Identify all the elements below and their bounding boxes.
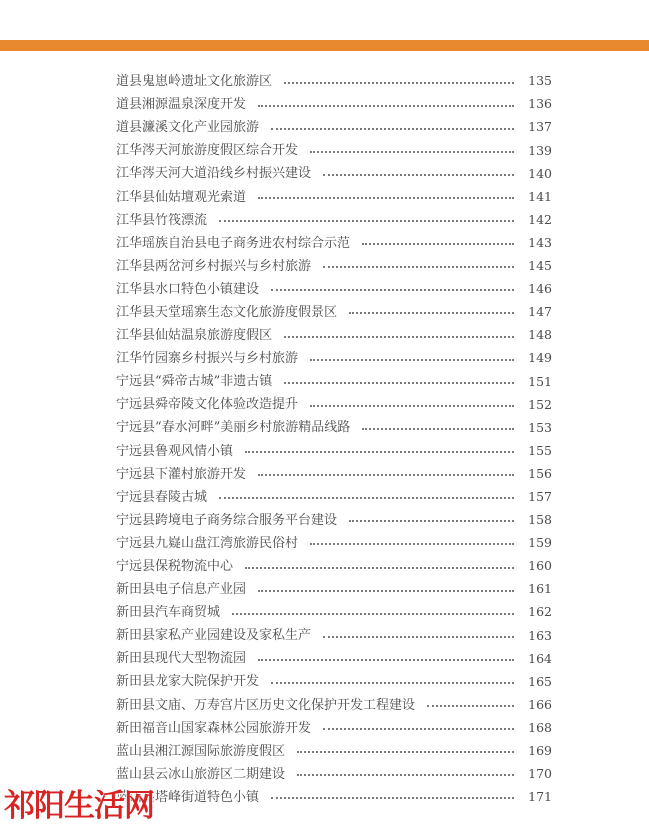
toc-entry[interactable] <box>116 509 552 532</box>
toc-entry-page-number: 145 <box>528 258 552 274</box>
toc-entry-page-number: 162 <box>528 604 552 620</box>
toc-entry[interactable] <box>116 255 552 278</box>
toc-entry-title: 新田县龙家大院保护开发 <box>116 674 260 690</box>
toc-entry-page-number: 140 <box>528 165 552 181</box>
toc-dot-leader <box>271 682 514 684</box>
toc-entry[interactable] <box>116 532 552 555</box>
toc-entry-page-number: 158 <box>528 512 552 528</box>
toc-entry-title: 江华瑶族自治县电子商务进农村综合示范 <box>116 235 351 251</box>
toc-entry-title: 宁远县保税物流中心 <box>116 559 234 575</box>
toc-entry-title: 江华县天堂瑶寨生态文化旅游度假景区 <box>116 304 338 320</box>
toc-entry-page-number: 147 <box>528 304 552 320</box>
toc-entry-title: 道县濂溪文化产业园旅游 <box>116 120 260 136</box>
toc-entry-page-number: 142 <box>528 211 552 227</box>
toc-entry[interactable] <box>116 278 552 301</box>
toc-entry-page-number: 157 <box>528 488 552 504</box>
toc-dot-leader <box>310 151 514 153</box>
toc-entry-page-number: 151 <box>528 373 552 389</box>
toc-dot-leader <box>219 497 514 499</box>
toc-entry-title: 江华县仙姑壇观光索道 <box>116 189 247 205</box>
toc-entry-title: 宁远县春陵古城 <box>116 489 208 505</box>
toc-entry-title: 道县鬼崽岭遗址文化旅游区 <box>116 74 273 90</box>
toc-entry-page-number: 169 <box>528 743 552 759</box>
toc-entry-title: 江华涔天河大道沿线乡村振兴建设 <box>116 166 312 182</box>
toc-entry-page-number: 160 <box>528 558 552 574</box>
toc-dot-leader <box>310 543 514 545</box>
toc-dot-leader <box>349 312 514 314</box>
toc-entry-page-number: 149 <box>528 350 552 366</box>
toc-entry[interactable] <box>116 740 552 763</box>
toc-entry[interactable] <box>116 763 552 786</box>
toc-entry-title: 宁远县下灌村旅游开发 <box>116 466 247 482</box>
toc-entry-page-number: 155 <box>528 442 552 458</box>
toc-entry-title: 江华县两岔河乡村振兴与乡村旅游 <box>116 258 312 274</box>
toc-entry-page-number: 146 <box>528 281 552 297</box>
toc-entry-page-number: 168 <box>528 719 552 735</box>
toc-entry-title: 蓝山县湘江源国际旅游度假区 <box>116 743 286 759</box>
toc-entry[interactable] <box>116 93 552 116</box>
toc-entry-title: 宁远县跨境电子商务综合服务平台建设 <box>116 512 338 528</box>
toc-dot-leader <box>310 359 514 361</box>
toc-entry[interactable] <box>116 324 552 347</box>
toc-entry[interactable] <box>116 717 552 740</box>
toc-entry[interactable] <box>116 416 552 439</box>
toc-dot-leader <box>245 451 514 453</box>
toc-entry-page-number: 166 <box>528 696 552 712</box>
toc-dot-leader <box>271 128 514 130</box>
toc-dot-leader <box>271 797 514 799</box>
toc-entry-page-number: 164 <box>528 650 552 666</box>
toc-dot-leader <box>232 613 514 615</box>
toc-dot-leader <box>258 197 514 199</box>
toc-entry[interactable] <box>116 555 552 578</box>
toc-dot-leader <box>284 382 514 384</box>
toc-entry[interactable] <box>116 670 552 693</box>
toc-entry[interactable] <box>116 370 552 393</box>
toc-dot-leader <box>323 636 514 638</box>
toc-entry-title: 江华县仙姑温泉旅游度假区 <box>116 328 273 344</box>
toc-entry[interactable] <box>116 786 552 809</box>
watermark-logo <box>4 776 154 822</box>
toc-dot-leader <box>258 590 514 592</box>
toc-entry-page-number: 141 <box>528 188 552 204</box>
toc-entry[interactable] <box>116 578 552 601</box>
toc-dot-leader <box>362 428 514 430</box>
toc-entry[interactable] <box>116 70 552 93</box>
table-of-contents <box>116 70 552 809</box>
toc-entry[interactable] <box>116 486 552 509</box>
toc-dot-leader <box>323 174 514 176</box>
toc-entry-page-number: 136 <box>528 96 552 112</box>
toc-dot-leader <box>258 474 514 476</box>
toc-dot-leader <box>323 728 514 730</box>
toc-entry[interactable] <box>116 209 552 232</box>
toc-entry-title: 江华县水口特色小镇建设 <box>116 281 260 297</box>
toc-entry-page-number: 143 <box>528 234 552 250</box>
toc-entry-title: 新田县汽车商贸城 <box>116 605 221 621</box>
toc-entry[interactable] <box>116 393 552 416</box>
toc-dot-leader <box>427 705 514 707</box>
toc-entry[interactable] <box>116 347 552 370</box>
toc-entry-page-number: 152 <box>528 396 552 412</box>
toc-entry-title: 新田县文庙、万寿宫片区历史文化保护开发工程建设 <box>116 697 416 713</box>
toc-entry[interactable] <box>116 694 552 717</box>
toc-dot-leader <box>362 243 514 245</box>
toc-entry-title: 宁远县鲁观风情小镇 <box>116 443 234 459</box>
toc-entry-title: 道县湘源温泉深度开发 <box>116 97 247 113</box>
toc-entry[interactable] <box>116 185 552 208</box>
toc-entry-page-number: 171 <box>528 789 552 805</box>
toc-entry-title: 江华涔天河旅游度假区综合开发 <box>116 143 299 159</box>
watermark-text: 祁阳生活网 <box>4 788 154 824</box>
toc-entry-page-number: 163 <box>528 627 552 643</box>
toc-entry-title: 新田县家私产业园建设及家私生产 <box>116 628 312 644</box>
toc-entry-page-number: 139 <box>528 142 552 158</box>
toc-entry-title: 新田县电子信息产业园 <box>116 582 247 598</box>
toc-dot-leader <box>349 520 514 522</box>
toc-dot-leader <box>258 659 514 661</box>
toc-entry-title: 宁远县“舜帝古城”非遗古镇 <box>116 374 273 390</box>
toc-dot-leader <box>284 336 514 338</box>
toc-entry-title: 江华县竹筏漂流 <box>116 212 208 228</box>
toc-entry-title: 宁远县“春水河畔”美丽乡村旅游精品线路 <box>116 420 351 436</box>
toc-entry-page-number: 159 <box>528 535 552 551</box>
toc-entry[interactable] <box>116 440 552 463</box>
toc-entry-title: 新田福音山国家森林公园旅游开发 <box>116 720 312 736</box>
toc-entry-page-number: 165 <box>528 673 552 689</box>
toc-entry-page-number: 161 <box>528 581 552 597</box>
toc-entry-title: 蓝山县云冰山旅游区二期建设 <box>116 766 286 782</box>
toc-entry[interactable] <box>116 601 552 624</box>
toc-dot-leader <box>297 774 514 776</box>
toc-entry[interactable] <box>116 647 552 670</box>
toc-entry-title: 蓝山县塔峰街道特色小镇 <box>116 789 260 805</box>
toc-dot-leader <box>271 289 514 291</box>
toc-dot-leader <box>284 82 514 84</box>
toc-entry-page-number: 135 <box>528 73 552 89</box>
toc-entry-page-number: 148 <box>528 327 552 343</box>
toc-dot-leader <box>297 751 514 753</box>
toc-dot-leader <box>245 567 514 569</box>
toc-entry[interactable] <box>116 624 552 647</box>
toc-entry-title: 江华竹园寨乡村振兴与乡村旅游 <box>116 351 299 367</box>
toc-entry-page-number: 170 <box>528 766 552 782</box>
toc-entry-page-number: 137 <box>528 119 552 135</box>
toc-entry[interactable] <box>116 232 552 255</box>
toc-entry[interactable] <box>116 463 552 486</box>
toc-dot-leader <box>219 220 514 222</box>
toc-entry[interactable] <box>116 139 552 162</box>
toc-entry-page-number: 153 <box>528 419 552 435</box>
header-accent-bar <box>0 40 649 51</box>
toc-entry-title: 宁远县九嶷山盘江湾旅游民俗村 <box>116 535 299 551</box>
toc-entry-title: 宁远县舜帝陵文化体验改造提升 <box>116 397 299 413</box>
toc-entry[interactable] <box>116 116 552 139</box>
toc-dot-leader <box>310 405 514 407</box>
toc-entry[interactable] <box>116 162 552 185</box>
toc-dot-leader <box>258 105 514 107</box>
toc-entry-page-number: 156 <box>528 465 552 481</box>
toc-dot-leader <box>323 266 514 268</box>
toc-entry[interactable] <box>116 301 552 324</box>
toc-entry-title: 新田县现代大型物流园 <box>116 651 247 667</box>
